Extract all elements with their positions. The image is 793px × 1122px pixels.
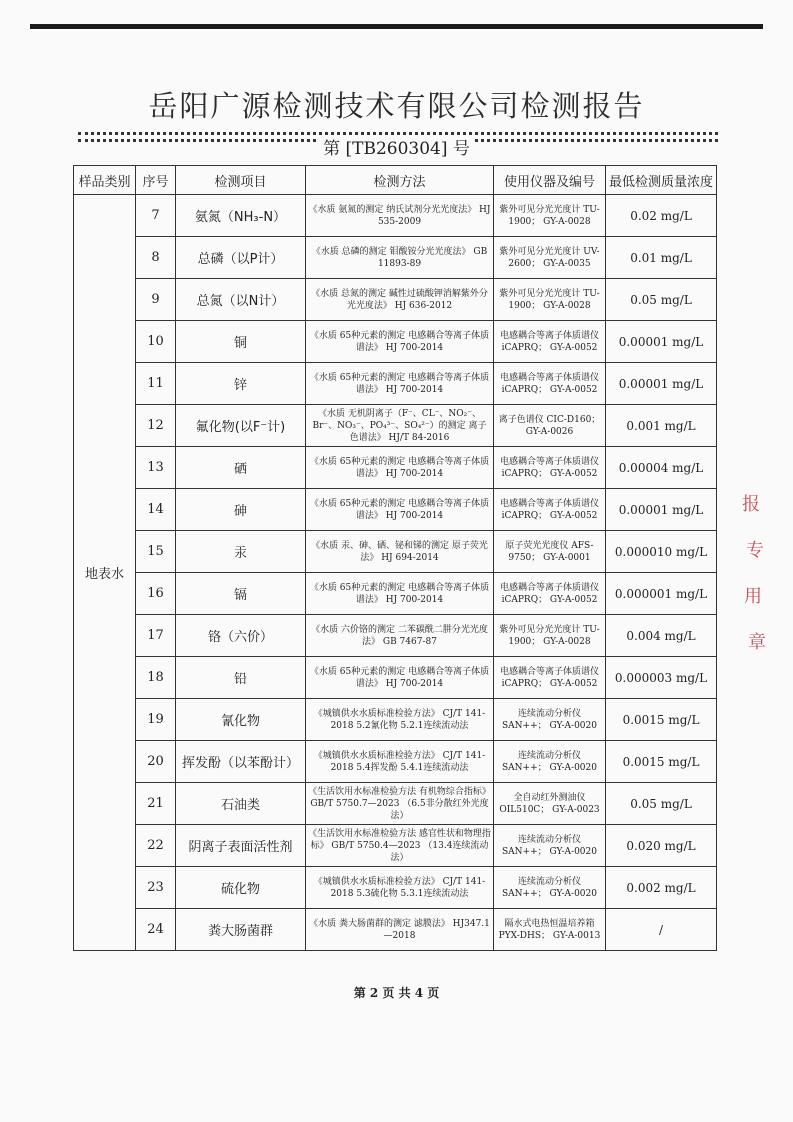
header-method: 检测方法 <box>306 166 494 195</box>
top-edge-bar <box>30 24 763 29</box>
item-cell: 阴离子表面活性剂 <box>176 825 306 867</box>
table-row <box>74 531 717 573</box>
seq-cell: 8 <box>136 237 176 279</box>
method-cell: 《水质 总磷的测定 钼酸铵分光光度法》 GB 11893-89 <box>306 237 494 279</box>
item-cell: 氨氮（NH₃-N） <box>176 195 306 237</box>
instrument-cell: 电感耦合等离子体质谱仪iCAPRQ； GY-A-0052 <box>494 363 606 405</box>
seq-cell: 11 <box>136 363 176 405</box>
table-row <box>74 867 717 909</box>
limit-cell: 0.00001 mg/L <box>606 363 717 405</box>
report-number-text: 第 [TB260304] 号 <box>319 139 474 159</box>
instrument-cell: 原子荧光光度仪 AFS-9750； GY-A-0001 <box>494 531 606 573</box>
limit-cell: 0.05 mg/L <box>606 279 717 321</box>
limit-cell: 0.00004 mg/L <box>606 447 717 489</box>
method-cell: 《水质 汞、砷、硒、铋和锑的测定 原子荧光法》 HJ 694-2014 <box>306 531 494 573</box>
seq-cell: 12 <box>136 405 176 447</box>
limit-cell: 0.05 mg/L <box>606 783 717 825</box>
limit-cell: 0.02 mg/L <box>606 195 717 237</box>
limit-cell: / <box>606 909 717 951</box>
seq-cell: 23 <box>136 867 176 909</box>
table-row <box>74 195 717 237</box>
instrument-cell: 电感耦合等离子体质谱仪iCAPRQ； GY-A-0052 <box>494 447 606 489</box>
table-row <box>74 699 717 741</box>
item-cell: 粪大肠菌群 <box>176 909 306 951</box>
method-cell: 《城镇供水水质标准检验方法》 CJ/T 141-2018 5.3硫化物 5.3.1连续流动法 <box>306 867 494 909</box>
item-cell: 石油类 <box>176 783 306 825</box>
method-cell: 《城镇供水水质标准检验方法》 CJ/T 141-2018 5.4挥发酚 5.4.1连续流动法 <box>306 741 494 783</box>
item-cell: 铜 <box>176 321 306 363</box>
seq-cell: 18 <box>136 657 176 699</box>
limit-cell: 0.000010 mg/L <box>606 531 717 573</box>
seq-cell: 9 <box>136 279 176 321</box>
instrument-cell: 连续流动分析仪 SAN++； GY-A-0020 <box>494 825 606 867</box>
table-row <box>74 279 717 321</box>
item-cell: 镉 <box>176 573 306 615</box>
method-cell: 《水质 六价铬的测定 二苯碳酰二肼分光光度法》 GB 7467-87 <box>306 615 494 657</box>
sample-type-cell: 地表水 <box>74 195 136 951</box>
header-limit: 最低检测质量浓度 <box>606 166 717 195</box>
seq-cell: 17 <box>136 615 176 657</box>
method-cell: 《水质 65种元素的测定 电感耦合等离子体质谱法》 HJ 700-2014 <box>306 489 494 531</box>
item-cell: 锌 <box>176 363 306 405</box>
method-cell: 《城镇供水水质标准检验方法》 CJ/T 141-2018 5.2氰化物 5.2.1连续流动法 <box>306 699 494 741</box>
item-cell: 汞 <box>176 531 306 573</box>
item-cell: 氰化物 <box>176 699 306 741</box>
instrument-cell: 电感耦合等离子体质谱仪iCAPRQ； GY-A-0052 <box>494 321 606 363</box>
instrument-cell: 紫外可见分光光度计 TU-1900； GY-A-0028 <box>494 195 606 237</box>
instrument-cell: 连续流动分析仪 SAN++； GY-A-0020 <box>494 867 606 909</box>
seq-cell: 15 <box>136 531 176 573</box>
item-cell: 砷 <box>176 489 306 531</box>
table-row <box>74 447 717 489</box>
table-row <box>74 489 717 531</box>
stamp-char: 用 <box>744 586 762 607</box>
item-cell: 总氮（以N计） <box>176 279 306 321</box>
instrument-cell: 全自动红外测油仪 OIL510C； GY-A-0023 <box>494 783 606 825</box>
seq-cell: 24 <box>136 909 176 951</box>
report-number <box>0 134 793 159</box>
limit-cell: 0.0015 mg/L <box>606 699 717 741</box>
seq-cell: 7 <box>136 195 176 237</box>
seq-cell: 13 <box>136 447 176 489</box>
limit-cell: 0.001 mg/L <box>606 405 717 447</box>
stamp-char: 专 <box>746 540 764 561</box>
table-row <box>74 825 717 867</box>
item-cell: 总磷（以P计） <box>176 237 306 279</box>
table-row <box>74 237 717 279</box>
table-row <box>74 741 717 783</box>
instrument-cell: 隔水式电热恒温培养箱 PYX-DHS； GY-A-0013 <box>494 909 606 951</box>
method-cell: 《水质 总氮的测定 碱性过硫酸钾消解紫外分光光度法》 HJ 636-2012 <box>306 279 494 321</box>
instrument-cell: 连续流动分析仪 SAN++； GY-A-0020 <box>494 741 606 783</box>
table-row <box>74 783 717 825</box>
instrument-cell: 紫外可见分光光度计 TU-1900； GY-A-0028 <box>494 279 606 321</box>
limit-cell: 0.000001 mg/L <box>606 573 717 615</box>
instrument-cell: 紫外可见分光光度计 UV-2600； GY-A-0035 <box>494 237 606 279</box>
table-row <box>74 615 717 657</box>
limit-cell: 0.0015 mg/L <box>606 741 717 783</box>
limit-cell: 0.020 mg/L <box>606 825 717 867</box>
limit-cell: 0.000003 mg/L <box>606 657 717 699</box>
method-cell: 《水质 氨氮的测定 纳氏试剂分光光度法》 HJ 535-2009 <box>306 195 494 237</box>
instrument-cell: 电感耦合等离子体质谱仪iCAPRQ； GY-A-0052 <box>494 573 606 615</box>
table-header-row <box>74 166 717 195</box>
table-row <box>74 321 717 363</box>
method-cell: 《水质 65种元素的测定 电感耦合等离子体质谱法》 HJ 700-2014 <box>306 573 494 615</box>
seq-cell: 19 <box>136 699 176 741</box>
instrument-cell: 电感耦合等离子体质谱仪iCAPRQ； GY-A-0052 <box>494 489 606 531</box>
item-cell: 铅 <box>176 657 306 699</box>
method-cell: 《生活饮用水标准检验方法 感官性状和物理指标》 GB/T 5750.4—2023 （13.4连续流动法） <box>306 825 494 867</box>
seal-stamp <box>740 490 770 670</box>
instrument-cell: 连续流动分析仪 SAN++； GY-A-0020 <box>494 699 606 741</box>
limit-cell: 0.01 mg/L <box>606 237 717 279</box>
header-item: 检测项目 <box>176 166 306 195</box>
seq-cell: 20 <box>136 741 176 783</box>
method-cell: 《水质 65种元素的测定 电感耦合等离子体质谱法》 HJ 700-2014 <box>306 657 494 699</box>
table-row <box>74 573 717 615</box>
table-row <box>74 657 717 699</box>
item-cell: 铬（六价） <box>176 615 306 657</box>
method-cell: 《水质 65种元素的测定 电感耦合等离子体质谱法》 HJ 700-2014 <box>306 321 494 363</box>
item-cell: 挥发酚（以苯酚计） <box>176 741 306 783</box>
item-cell: 硫化物 <box>176 867 306 909</box>
seq-cell: 22 <box>136 825 176 867</box>
stamp-char: 章 <box>748 632 766 653</box>
seq-cell: 14 <box>136 489 176 531</box>
item-cell: 硒 <box>176 447 306 489</box>
seq-cell: 21 <box>136 783 176 825</box>
limit-cell: 0.002 mg/L <box>606 867 717 909</box>
limit-cell: 0.00001 mg/L <box>606 321 717 363</box>
results-table <box>73 165 717 951</box>
header-sample-type: 样品类别 <box>74 166 136 195</box>
table-row <box>74 909 717 951</box>
instrument-cell: 紫外可见分光光度计 TU-1900； GY-A-0028 <box>494 615 606 657</box>
seq-cell: 16 <box>136 573 176 615</box>
report-title: 岳阳广源检测技术有限公司检测报告 <box>148 89 645 123</box>
stamp-char: 报 <box>742 494 760 515</box>
method-cell: 《水质 粪大肠菌群的测定 滤膜法》 HJ347.1—2018 <box>306 909 494 951</box>
item-cell: 氟化物(以F⁻计) <box>176 405 306 447</box>
page-number: 第 2 页 共 4 页 <box>353 986 440 1000</box>
method-cell: 《水质 65种元素的测定 电感耦合等离子体质谱法》 HJ 700-2014 <box>306 447 494 489</box>
limit-cell: 0.00001 mg/L <box>606 489 717 531</box>
table-row <box>74 363 717 405</box>
header-instrument: 使用仪器及编号 <box>494 166 606 195</box>
instrument-cell: 电感耦合等离子体质谱仪iCAPRQ； GY-A-0052 <box>494 657 606 699</box>
method-cell: 《生活饮用水标准检验方法 有机物综合指标》 GB/T 5750.7—2023 （6.5非分散红外光度法） <box>306 783 494 825</box>
instrument-cell: 离子色谱仪 CIC-D160； GY-A-0026 <box>494 405 606 447</box>
seq-cell: 10 <box>136 321 176 363</box>
header-seq: 序号 <box>136 166 176 195</box>
method-cell: 《水质 无机阴离子（F⁻、CL⁻、NO₂⁻、Br⁻、NO₃⁻、PO₄³⁻、SO₄²⁻）的测定 离子色谱法》 HJ/T 84-2016 <box>306 405 494 447</box>
limit-cell: 0.004 mg/L <box>606 615 717 657</box>
method-cell: 《水质 65种元素的测定 电感耦合等离子体质谱法》 HJ 700-2014 <box>306 363 494 405</box>
table-row <box>74 405 717 447</box>
